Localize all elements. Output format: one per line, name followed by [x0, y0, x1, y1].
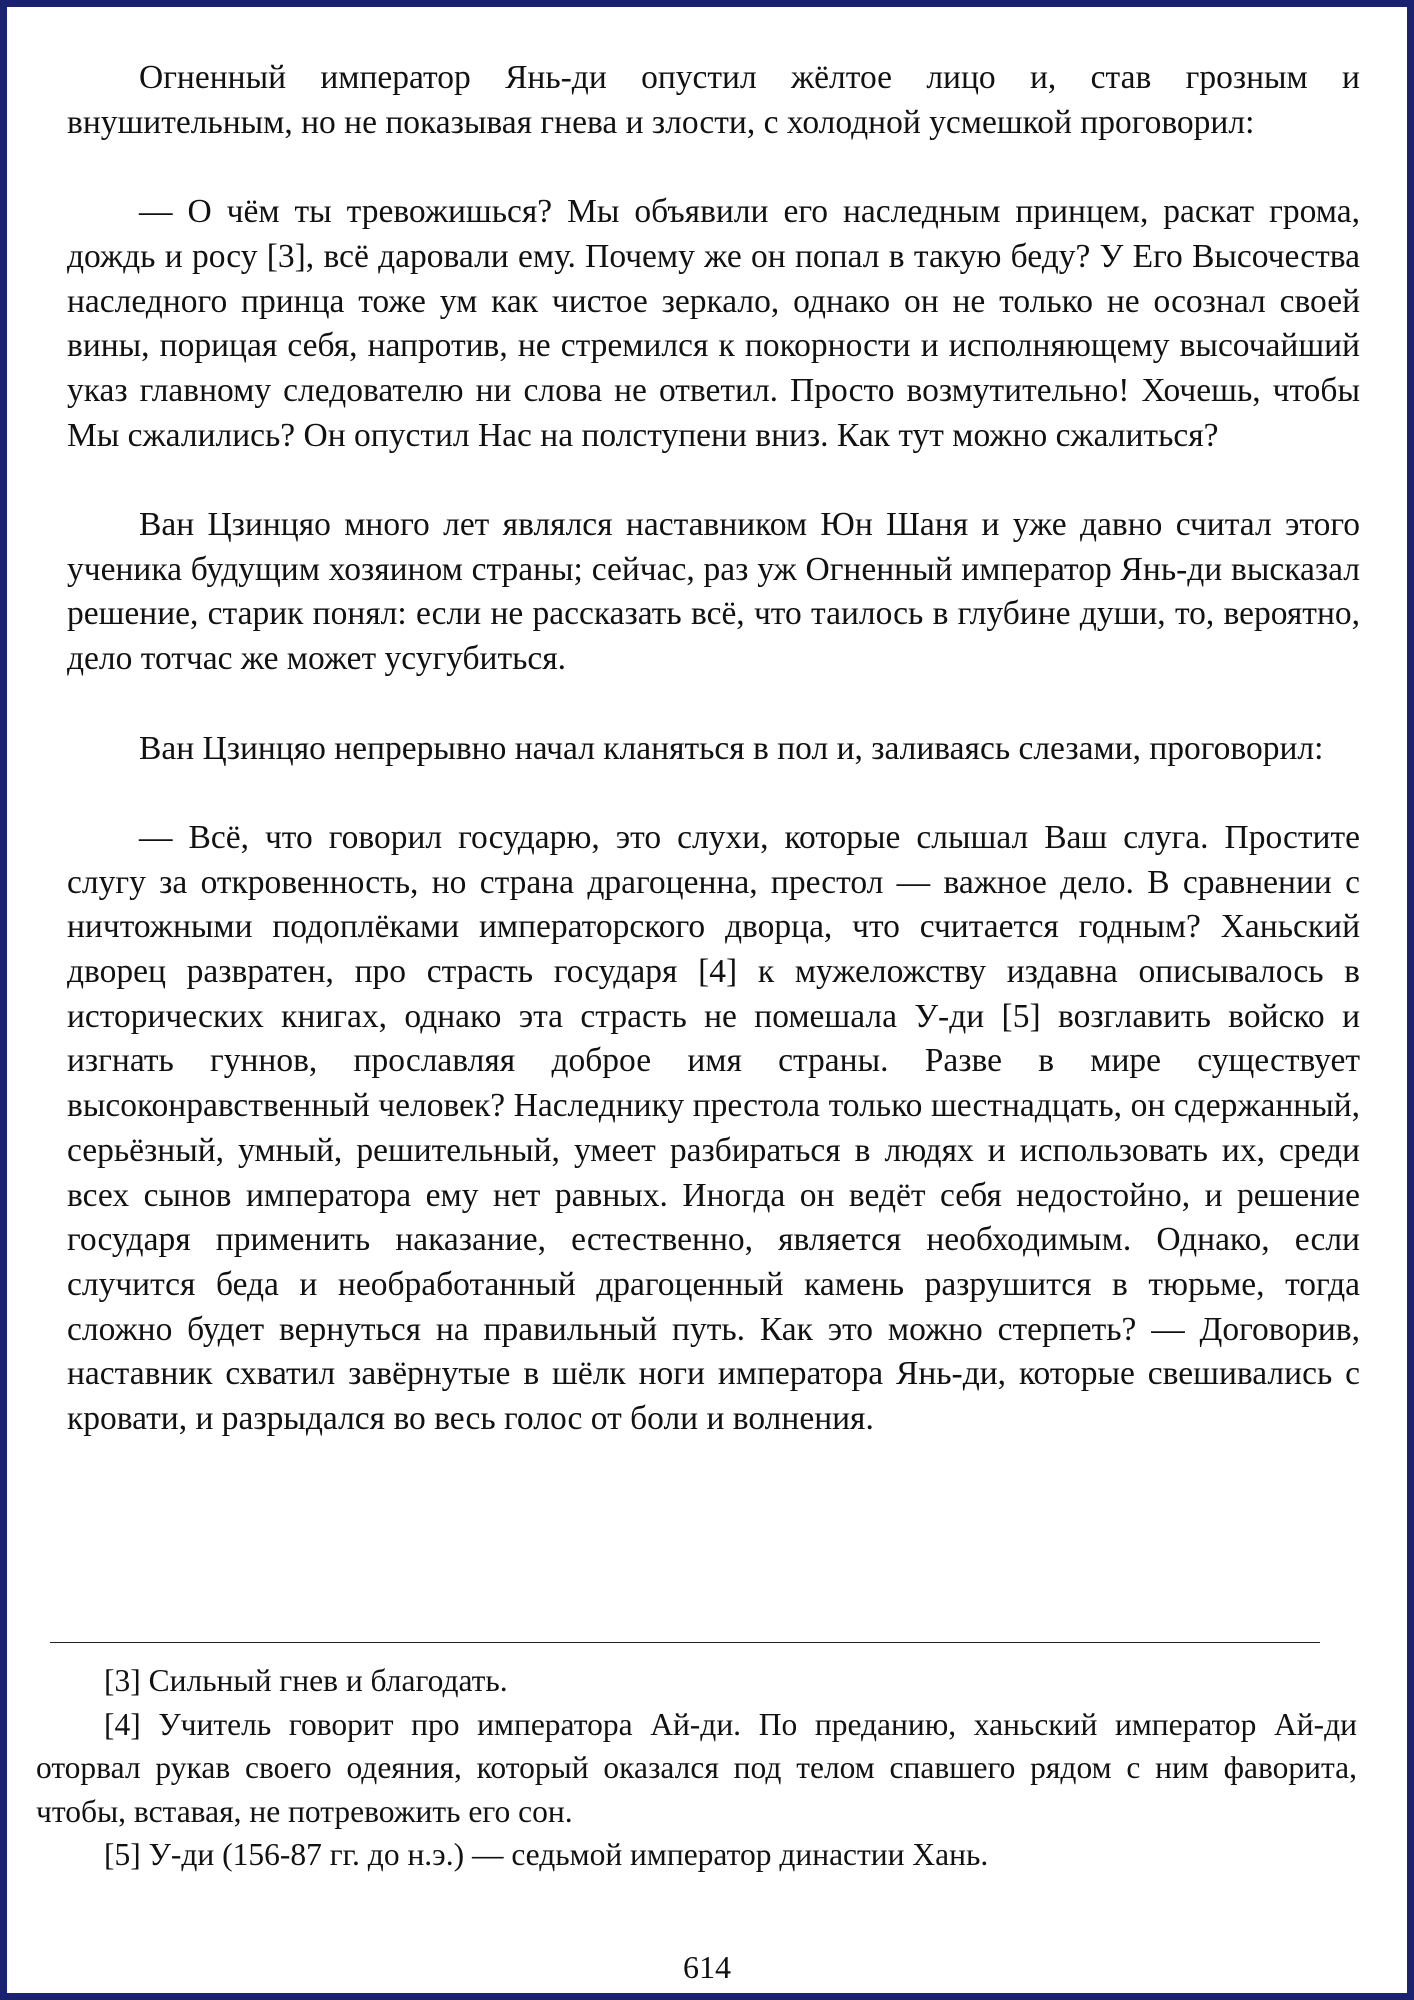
footnote-separator: [50, 1642, 1320, 1643]
paragraph: Ван Цзинцяо непрерывно начал кланяться в пол и, заливаясь слезами, проговорил:: [139, 729, 1324, 767]
footnote: [3] Сильный гнев и благодать.: [104, 1663, 508, 1698]
main-text: [67, 56, 1360, 1442]
footnote: [4] Учитель говорит про императора Ай-ди. По преданию, ханьский император Ай-ди оторвал рукав своего одеяния, который оказался под телом спавшего рядом с ним фаворита, чтобы, вставая, не потревожить его сон.: [36, 1706, 1357, 1829]
page-number: 614: [683, 1949, 731, 1985]
footnote: [5] У-ди (156-87 гг. до н.э.) — седьмой император династии Хань.: [104, 1837, 989, 1872]
paragraph: Ван Цзинцяо много лет являлся наставником Юн Шаня и уже давно считал этого ученика будущим хозяином страны; сейчас, раз уж Огненный император Янь-ди высказал решение, старик понял: если не рассказать всё, что таилось в глубине души, то, вероятно, дело тотчас же может усугубиться.: [67, 506, 1360, 678]
paragraph: — Всё, что говорил государю, это слухи, которые слышал Ваш слуга. Простите слугу за откровенность, но страна драгоценна, престол — важное дело. В сравнении с ничтожными подоплёками императорского дворца, что считается годным? Ханьский дворец развратен, про страсть государя [4] к мужеложству издавна описывалось в исторических книгах, однако эта страсть не помешала У-ди [5] возглавить войско и изгнать гуннов, прославляя доброе имя страны. Разве в мире существует высоконравственный человек? Наследнику престола только шестнадцать, он сдержанный, серьёзный, умный, решительный, умеет разбираться в людях и использовать их, среди всех сынов императора ему нет равных. Иногда он ведёт себя недостойно, и решение государя применить наказание, естественно, является необходимым. Однако, если случится беда и необработанный драгоценный камень разрушится в тюрьме, тогда сложно будет вернуться на правильный путь. Как это можно стерпеть? — Договорив, наставник схватил завёрнутые в шёлк ноги императора Янь-ди, которые свешивались с кровати, и разрыдался во весь голос от боли и волнения.: [67, 818, 1360, 1438]
paragraph: — О чём ты тревожишься? Мы объявили его наследным принцем, раскат грома, дождь и росу [3], всё даровали ему. Почему же он попал в такую беду? У Его Высочества наследного принца тоже ум как чистое зеркало, однако он не только не осознал своей вины, порицая себя, напротив, не стремился к покорности и исполняющему высочайший указ главному следователю ни слова не ответил. Просто возмутительно! Хочешь, чтобы Мы сжалились? Он опустил Нас на полступени вниз. Как тут можно сжалиться?: [67, 193, 1360, 454]
footnotes: [36, 1659, 1357, 1877]
paragraph: Огненный император Янь-ди опустил жёлтое лицо и, став грозным и внушительным, но не показывая гнева и злости, с холодной усмешкой проговорил:: [67, 59, 1360, 141]
